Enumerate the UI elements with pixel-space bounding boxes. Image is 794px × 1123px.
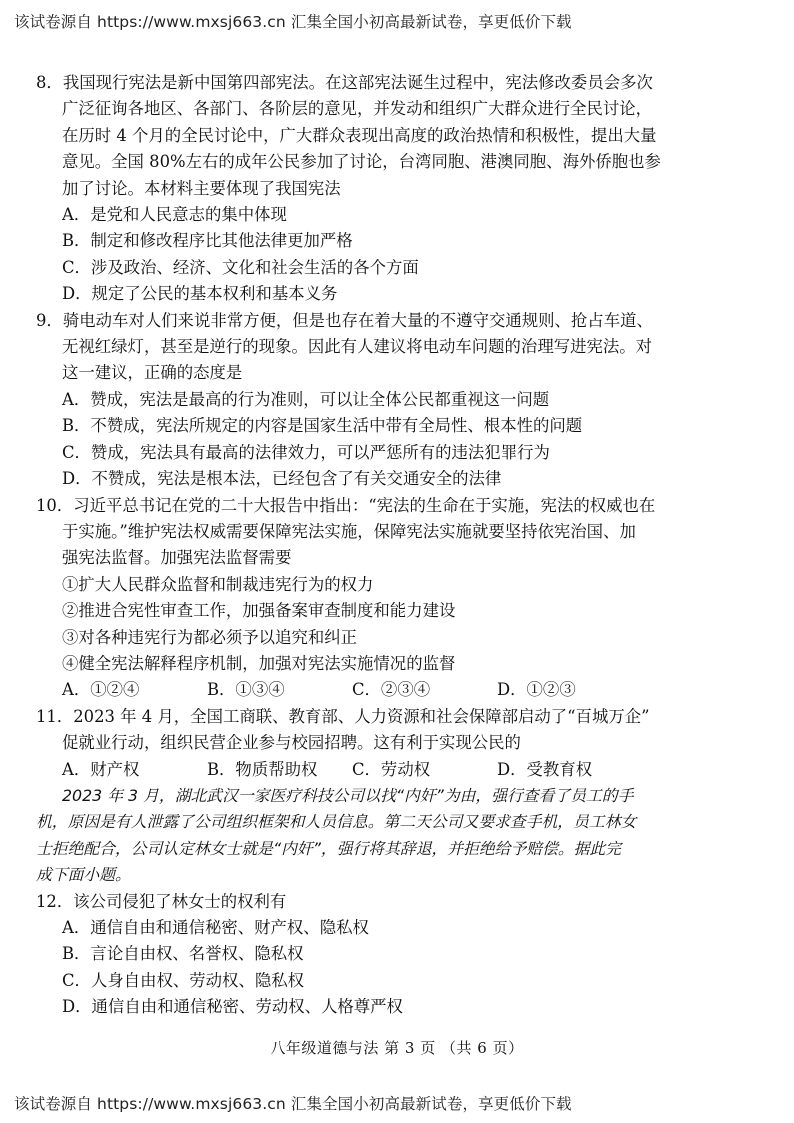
statement-item: ③对各种违宪行为都必须予以追究和纠正 xyxy=(62,627,358,647)
material-line: 机，原因是有人泄露了公司组织框架和人员信息。第二天公司又要求查手机，员工林女 xyxy=(36,812,637,832)
option-a: A．通信自由和通信秘密、财产权、隐私权 xyxy=(62,918,369,937)
option-b: B．制定和修改程序比其他法律更加严格 xyxy=(62,231,353,251)
options-row xyxy=(36,757,642,783)
question-stem-line: 加了讨论。本材料主要体现了我国宪法 xyxy=(62,178,341,198)
option-c: C．赞成，宪法具有最高的法律效力，可以严惩所有的违法犯罪行为 xyxy=(62,442,550,462)
material-line: 2023 年 3 月，湖北武汉一家医疗科技公司以找“内奸”为由，强行查看了员工的手 xyxy=(62,785,634,805)
question-stem-line: 在历时 4 个月的全民讨论中，广大群众表现出高度的政治热情和积极性，提出大量 xyxy=(62,125,657,145)
question-stem-line: 9．骑电动车对人们来说非常方便，但是也存在着大量的不遵守交通规则、抢占车道、 xyxy=(36,310,653,330)
option-d: D．受教育权 xyxy=(497,759,593,779)
page-footer: 八年级道德与法 第 3 页 （共 6 页） xyxy=(270,1039,524,1057)
option-a: A．赞成，宪法是最高的行为准则，可以让全体公民都重视这一问题 xyxy=(62,389,550,409)
option-a: A．是党和人民意志的集中体现 xyxy=(62,205,287,225)
option-b: B．物质帮助权 xyxy=(207,759,318,779)
option-c: C．劳动权 xyxy=(352,759,431,779)
question-12 xyxy=(36,889,686,1021)
question-stem-line: 11．2023 年 4 月，全国工商联、教育部、人力资源和社会保障部启动了“百城万企” xyxy=(36,706,650,726)
option-d: D．①②③ xyxy=(497,680,576,700)
question-11 xyxy=(36,704,686,783)
statement-item: ②推进合宪性审查工作，加强备案审查制度和能力建设 xyxy=(62,601,456,621)
option-d: D．通信自由和通信秘密、劳动权、人格尊严权 xyxy=(62,997,403,1017)
option-c: C．人身自由权、劳动权、隐私权 xyxy=(62,970,305,990)
statement-item: ①扩大人民群众监督和制裁违宪行为的权力 xyxy=(62,574,374,594)
option-b: B．①③④ xyxy=(207,680,285,700)
question-8 xyxy=(36,70,686,308)
question-stem-line: 8．我国现行宪法是新中国第四部宪法。在这部宪法诞生过程中，宪法修改委员会多次 xyxy=(36,73,653,92)
question-10 xyxy=(36,493,686,704)
question-stem-line: 10．习近平总书记在党的二十大报告中指出：“宪法的生命在于实施，宪法的权威也在 xyxy=(36,495,656,515)
material-line: 成下面小题。 xyxy=(36,865,131,885)
exam-content xyxy=(36,70,686,1021)
question-stem-line: 于实施。”维护宪法权威需要保障宪法实施，保障宪法实施就要坚持依宪治国、加 xyxy=(62,521,636,541)
statement-item: ④健全宪法解释程序机制，加强对宪法实施情况的监督 xyxy=(62,653,456,673)
question-stem-line: 这一建议，正确的态度是 xyxy=(62,363,243,383)
source-banner-bottom: 该试卷源自 https://www.mxsj663.cn 汇集全国小初高最新试卷，享更低价下载 xyxy=(14,1095,572,1113)
question-stem-line: 广泛征询各地区、各部门、各阶层的意见，并发动和组织广大群众进行全民讨论， xyxy=(62,99,653,119)
option-a: A．财产权 xyxy=(62,759,140,779)
question-stem-line: 意见。全国 80%左右的成年公民参加了讨论，台湾同胞、港澳同胞、海外侨胞也参 xyxy=(62,152,661,172)
question-stem-line: 12．该公司侵犯了林女士的权利有 xyxy=(36,891,287,911)
options-row xyxy=(36,677,642,703)
option-c: C．②③④ xyxy=(352,680,431,700)
option-c: C．涉及政治、经济、文化和社会生活的各个方面 xyxy=(62,257,419,277)
question-9 xyxy=(36,308,686,493)
question-stem-line: 无视红绿灯，甚至是逆行的现象。因此有人建议将电动车问题的治理写进宪法。对 xyxy=(62,337,653,357)
option-b: B．不赞成，宪法所规定的内容是国家生活中带有全局性、根本性的问题 xyxy=(62,416,583,436)
material-line: 士拒绝配合，公司认定林女士就是“内奸”，强行将其辞退，并拒绝给予赔偿。据此完 xyxy=(36,838,622,858)
option-d: D．不赞成，宪法是根本法，已经包含了有关交通安全的法律 xyxy=(62,469,502,489)
case-material xyxy=(36,783,686,889)
source-banner-top: 该试卷源自 https://www.mxsj663.cn 汇集全国小初高最新试卷，享更低价下载 xyxy=(14,13,572,31)
option-d: D．规定了公民的基本权利和基本义务 xyxy=(62,284,338,304)
option-b: B．言论自由权、名誉权、隐私权 xyxy=(62,944,304,964)
question-stem-line: 促就业行动，组织民营企业参与校园招聘。这有利于实现公民的 xyxy=(62,733,521,753)
option-a: A．①②④ xyxy=(62,680,140,700)
question-stem-line: 强宪法监督。加强宪法监督需要 xyxy=(62,548,292,568)
